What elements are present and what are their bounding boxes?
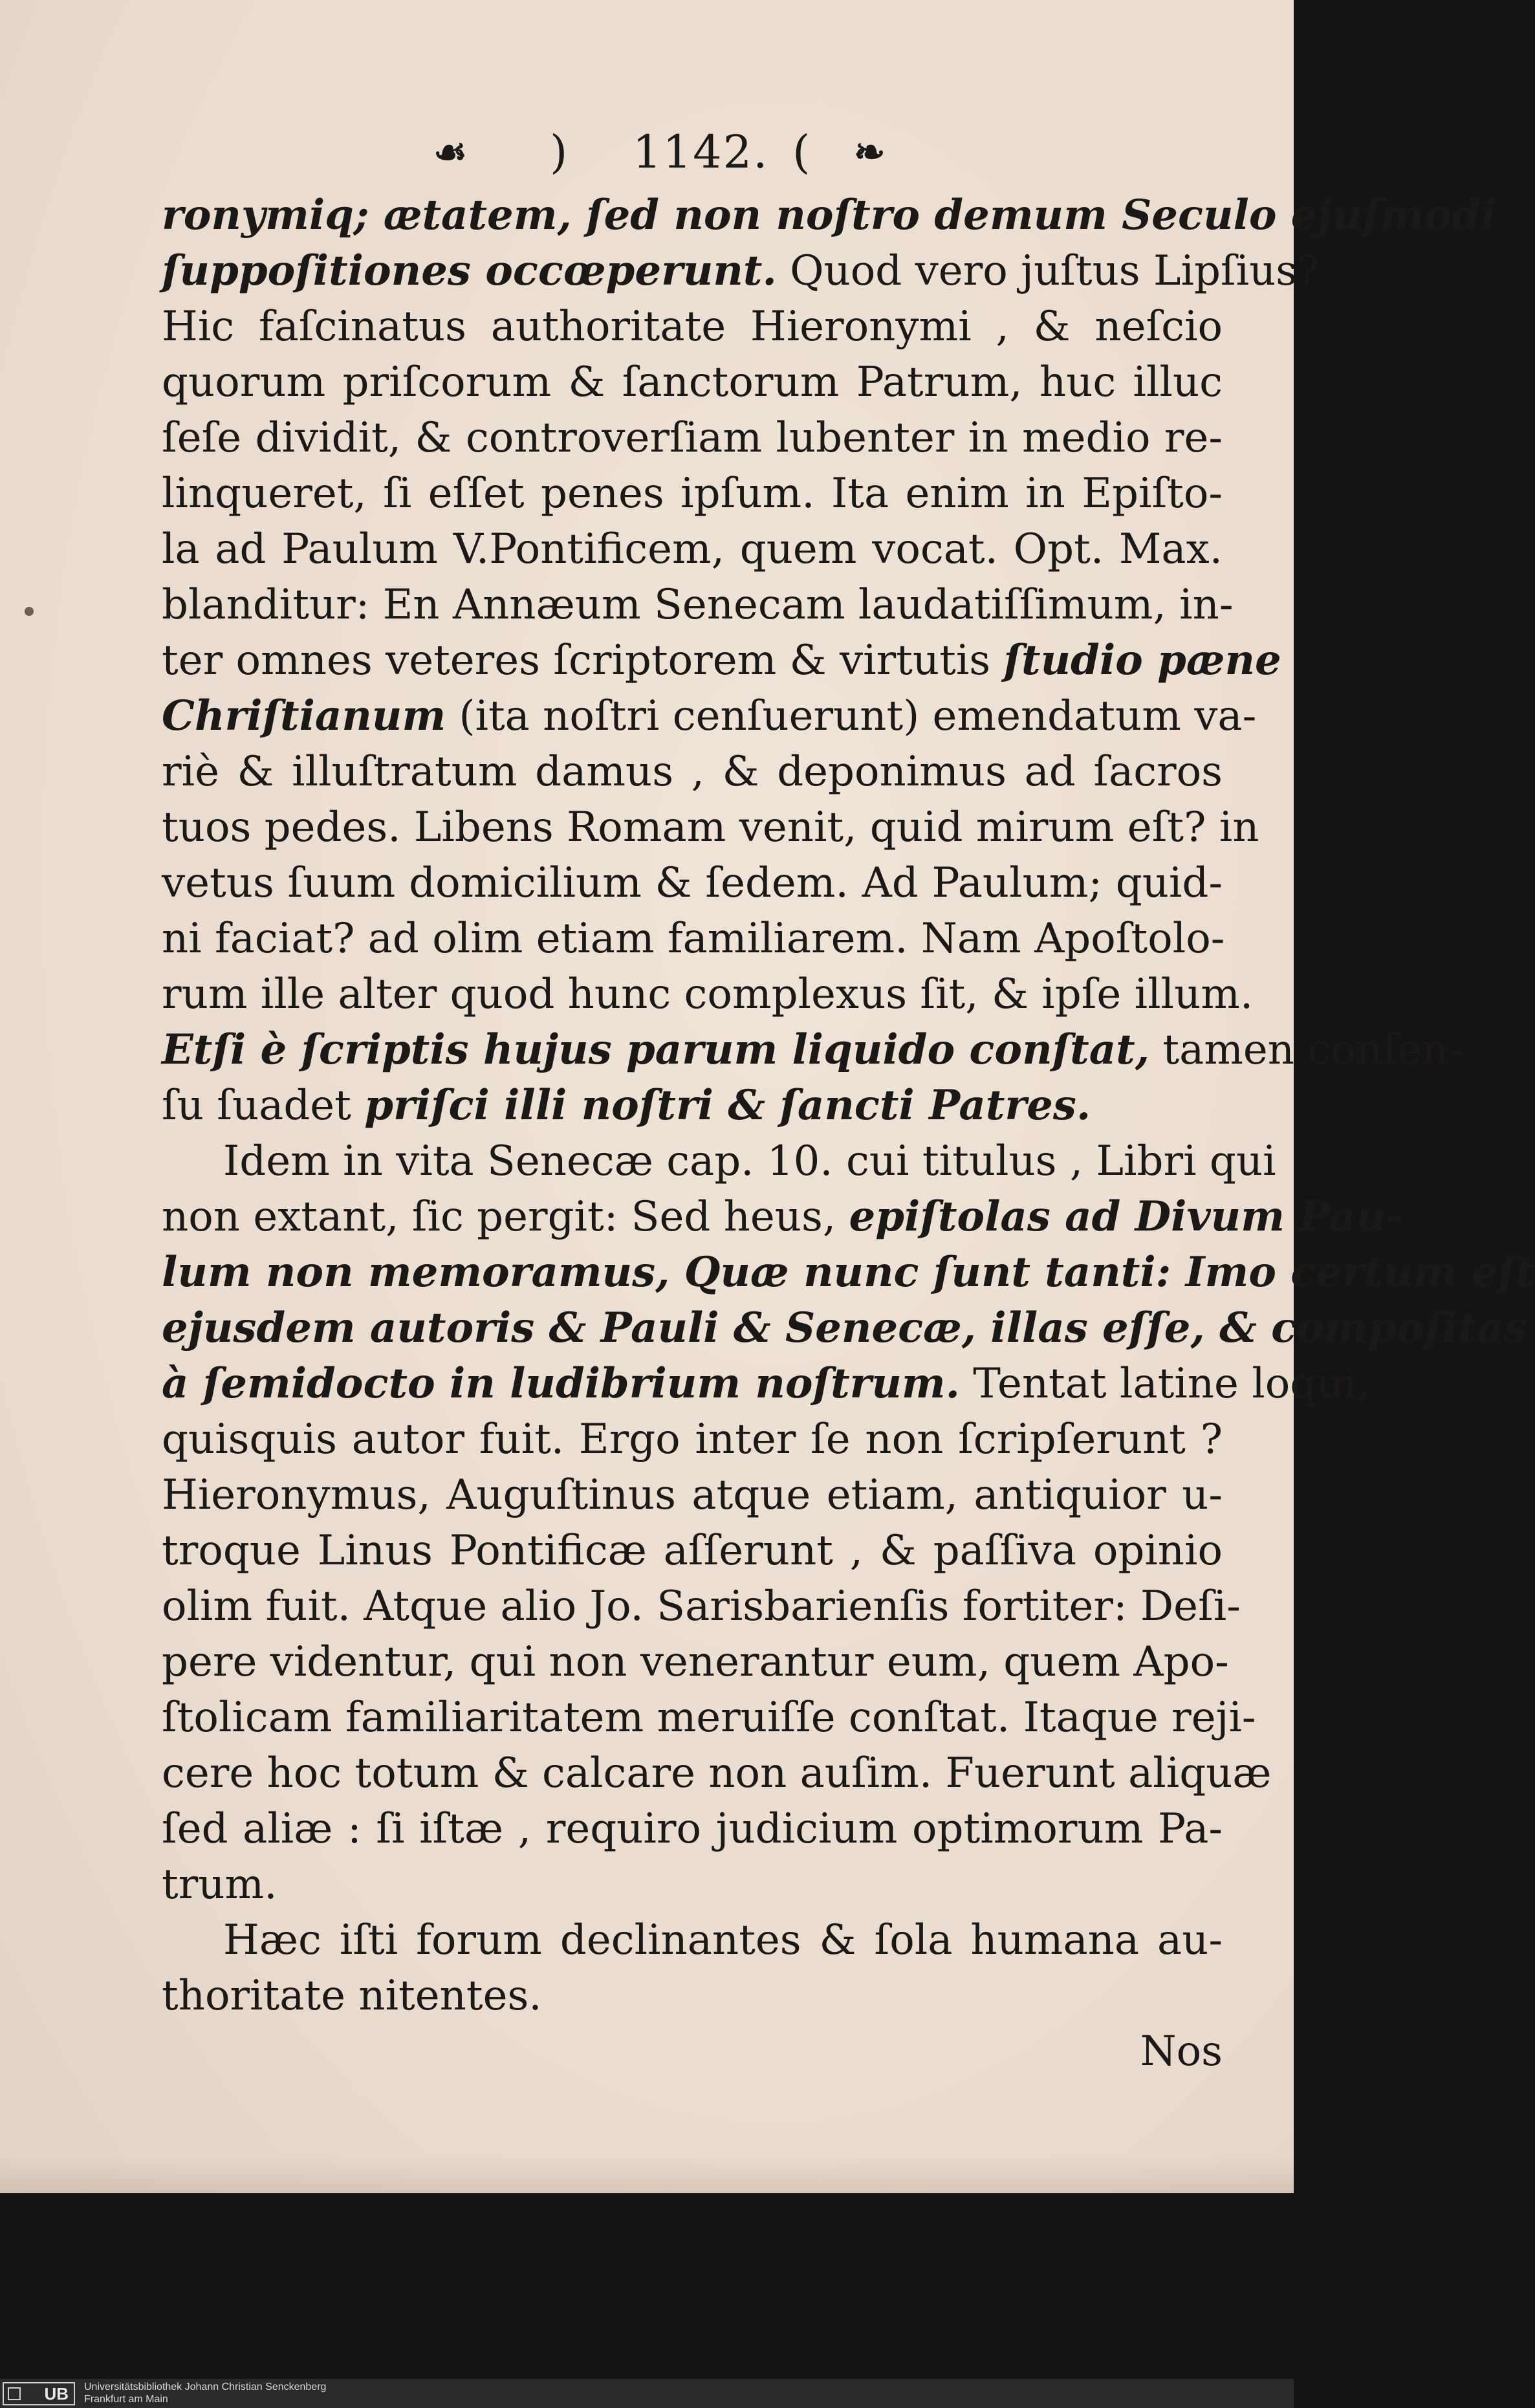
- header-paren-right: ): [550, 126, 568, 179]
- text-segment: ſtolicam familiaritatem meruiſſe conſtat. Itaque reji-: [162, 1694, 1256, 1742]
- text-line: [162, 410, 1223, 466]
- header-paren-left: (: [792, 126, 811, 179]
- text-segment: trum.: [162, 1861, 278, 1909]
- text-segment: tuos pedes. Libens Romam venit, quid mirum eſt? in: [162, 804, 1259, 851]
- text-segment: Hieronymus, Auguſtinus atque etiam, antiquior u-: [162, 1471, 1223, 1519]
- text-segment: ſu ſuadet: [162, 1082, 365, 1130]
- text-line: [162, 1857, 1223, 1912]
- text-line: [162, 855, 1223, 911]
- italic-segment: ſtudio pæne: [1003, 636, 1281, 684]
- text-segment: cere hoc totum & calcare non auſim. Fuerunt aliquæ: [162, 1749, 1272, 1797]
- text-line: [162, 1078, 1223, 1133]
- text-segment: Quod vero juſtus Lipſius?: [776, 247, 1320, 295]
- text-segment: (ita noſtri cenſuerunt) emendatum va-: [446, 692, 1257, 740]
- text-segment: ſeſe dividit, & controverſiam lubenter in medio re-: [162, 414, 1223, 462]
- body-text: [162, 188, 1535, 2079]
- library-logo: [3, 2382, 75, 2405]
- text-line: [162, 1300, 1527, 1356]
- italic-segment: epiſtolas ad Divum Pau-: [849, 1192, 1404, 1241]
- text-line: [162, 355, 1223, 410]
- text-segment: pere videntur, qui non venerantur eum, quem Apo-: [162, 1638, 1229, 1686]
- text-line: [162, 299, 1223, 355]
- text-segment: Tentat latine loqui,: [959, 1360, 1370, 1408]
- page-bottom-edge: [0, 2154, 1294, 2193]
- logo-mark-icon: [8, 2387, 21, 2400]
- text-line: [162, 1746, 1272, 1801]
- text-line: [162, 1133, 1276, 1189]
- italic-segment: priſci illi noſtri & ſancti Patres.: [364, 1081, 1091, 1130]
- italic-segment: ronymiq; ætatem, ſed non noſtro demum Seculo ejuſmodi: [162, 191, 1497, 239]
- italic-segment: lum non memoramus, Quæ nunc ſunt tanti: Imo certum eſt: [162, 1248, 1535, 1297]
- text-line: [162, 1579, 1241, 1634]
- text-line: [162, 188, 1497, 243]
- text-line: [162, 1634, 1229, 1690]
- text-line: [162, 1412, 1223, 1467]
- text-line: [162, 1912, 1223, 1968]
- text-segment: rum ille alter quod hunc complexus ſit, & ipſe illum.: [162, 970, 1254, 1018]
- text-line: [162, 1467, 1223, 1523]
- catchword: [162, 2024, 1223, 2079]
- text-line: [162, 577, 1234, 633]
- italic-segment: ſuppoſitiones occœperunt.: [162, 246, 777, 295]
- text-line: [162, 688, 1257, 744]
- text-segment: ter omnes veteres ſcriptorem & virtutis: [162, 637, 1004, 684]
- text-line: [162, 1356, 1370, 1412]
- text-line: [162, 1245, 1535, 1300]
- logo-text: UB: [44, 2384, 69, 2403]
- italic-segment: Etſi è ſcriptis hujus parum liquido conſtat,: [162, 1025, 1149, 1074]
- text-line: [162, 744, 1223, 800]
- text-line: [162, 466, 1223, 521]
- text-line: [162, 1189, 1404, 1245]
- text-segment: la ad Paulum V.Pontificem, quem vocat. Opt. Max.: [162, 525, 1223, 573]
- text-segment: linqueret, ſi eſſet penes ipſum. Ita enim in Epiſto-: [162, 470, 1223, 518]
- text-segment: tamen conſen-: [1149, 1026, 1463, 1074]
- text-segment: quisquis autor fuit. Ergo inter ſe non ſcripſerunt ?: [162, 1416, 1223, 1463]
- text-line: [162, 1523, 1223, 1579]
- credit-line-2: Frankfurt am Main: [84, 2394, 168, 2405]
- text-segment: olim fuit. Atque alio Jo. Sarisbarienſis fortiter: Deſi-: [162, 1582, 1241, 1630]
- text-segment: Idem in vita Senecæ cap. 10. cui titulus , Libri qui: [223, 1137, 1276, 1185]
- text-line: [162, 967, 1254, 1022]
- italic-segment: à ſemidocto in ludibrium noſtrum.: [162, 1359, 960, 1408]
- text-segment: riè & illuſtratum damus , & deponimus ad ſacros: [162, 748, 1223, 796]
- text-segment: quorum priſcorum & ſanctorum Patrum, huc illuc: [162, 358, 1223, 406]
- library-credit: [84, 2381, 326, 2405]
- credit-line-1: Universitätsbibliothek Johann Christian Senckenberg: [84, 2381, 327, 2392]
- text-segment: vetus ſuum domicilium & ſedem. Ad Paulum; quid-: [162, 859, 1223, 907]
- text-segment: thoritate nitentes.: [162, 1972, 542, 2020]
- text-segment: ſed aliæ : ſi iſtæ , requiro judicium optimorum Pa-: [162, 1805, 1223, 1853]
- text-segment: non extant, ſic pergit: Sed heus,: [162, 1193, 849, 1241]
- text-line: [162, 1022, 1463, 1078]
- running-header: [427, 123, 944, 181]
- text-line: [162, 1968, 1223, 2024]
- text-segment: Hic faſcinatus authoritate Hieronymi , & neſcio: [162, 303, 1223, 351]
- text-line: [162, 800, 1259, 855]
- text-line: [162, 633, 1281, 688]
- text-line: [162, 243, 1320, 299]
- text-line: [162, 521, 1223, 577]
- page-number: 1142.: [633, 126, 769, 179]
- text-line: [162, 1690, 1256, 1746]
- italic-segment: Chriſtianum: [162, 692, 446, 740]
- text-segment: troque Linus Pontificæ aſſerunt , & paſſiva opinio: [162, 1527, 1223, 1575]
- text-segment: ni faciat? ad olim etiam familiarem. Nam Apoſtolo-: [162, 915, 1225, 963]
- italic-segment: ejusdem autoris & Pauli & Senecæ, illas eſſe, & compoſitas: [162, 1304, 1527, 1352]
- ornament-left-icon: ☙: [433, 130, 467, 174]
- ornament-right-icon: ❧: [854, 130, 886, 174]
- text-line: [162, 911, 1223, 967]
- margin-spot: [25, 607, 34, 616]
- text-segment: Hæc iſti forum declinantes & ſola humana au-: [223, 1916, 1223, 1964]
- text-line: [162, 1801, 1223, 1857]
- library-footer: [0, 2379, 1294, 2408]
- text-segment: Nos: [1140, 2028, 1223, 2075]
- text-segment: blanditur: En Annæum Senecam laudatiſſimum, in-: [162, 581, 1234, 629]
